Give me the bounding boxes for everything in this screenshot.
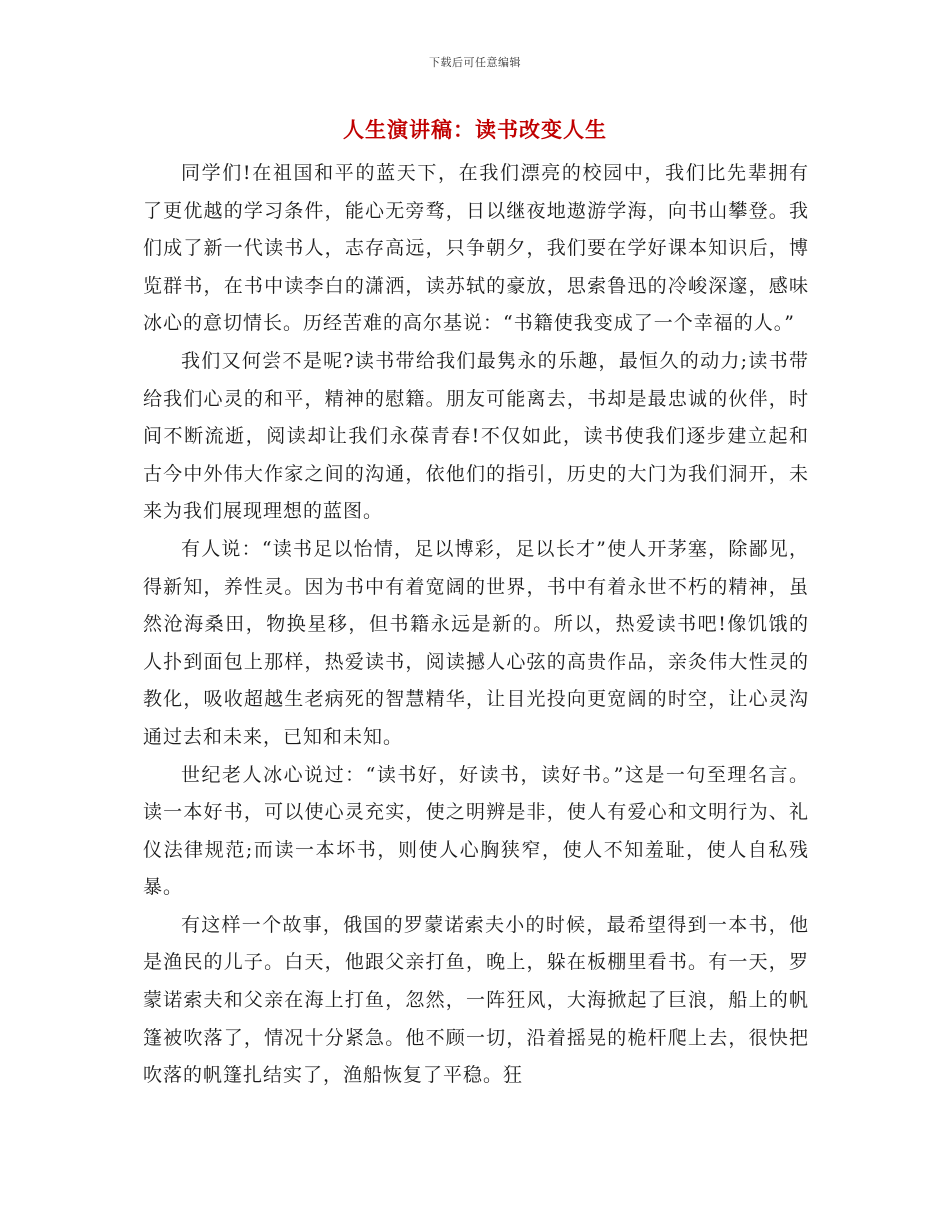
paragraph-4: 世纪老人冰心说过：“读书好，好读书，读好书。”这是一句至理名言。读一本好书，可以使心灵充实，使之明辨是非，使人有爱心和文明行为、礼仪法律规范;而读一本坏书，则使人心胸狭窄，使人不知羞耻，使人自私残暴。 xyxy=(143,763,809,899)
paragraph-3: 有人说：“读书足以怡情，足以博彩，足以长才”使人开茅塞，除鄙见，得新知，养性灵。因为书中有着宽阔的世界，书中有着永世不朽的精神，虽然沧海桑田，物换星移，但书籍永远是新的。所以，热爱读书吧!像饥饿的人扑到面包上那样，热爱读书，阅读撼人心弦的高贵作品，亲灸伟大性灵的教化，吸收超越生老病死的智慧精华，让目光投向更宽阔的时空，让心灵沟通过去和未来，已知和未知。 xyxy=(143,537,809,748)
document-title: 人生演讲稿：读书改变人生 xyxy=(343,117,607,142)
paragraph-5: 有这样一个故事，俄国的罗蒙诺索夫小的时候，最希望得到一本书，他是渔民的儿子。白天，他跟父亲打鱼，晚上，躲在板棚里看书。有一天，罗蒙诺索夫和父亲在海上打鱼，忽然，一阵狂风，大海掀起了巨浪，船上的帆篷被吹落了，情况十分紧急。他不顾一切，沿着摇晃的桅杆爬上去，很快把吹落的帆篷扎结实了，渔船恢复了平稳。狂 xyxy=(143,913,809,1087)
paragraph-1: 同学们!在祖国和平的蓝天下，在我们漂亮的校园中，我们比先辈拥有了更优越的学习条件，能心无旁骛，日以继夜地遨游学海，向书山攀登。我们成了新一代读书人，志存高远，只争朝夕，我们要在学好课本知识后，博览群书，在书中读李白的潇洒，读苏轼的豪放，思索鲁迅的冷峻深邃，感味冰心的意切情长。历经苦难的高尔基说：“书籍使我变成了一个幸福的人。” xyxy=(143,162,809,335)
header-note: 下载后可任意编辑 xyxy=(429,56,521,69)
paragraph-2: 我们又何尝不是呢?读书带给我们最隽永的乐趣，最恒久的动力;读书带给我们心灵的和平，精神的慰籍。朋友可能离去，书却是最忠诚的伙伴，时间不断流逝，阅读却让我们永葆青春!不仅如此，读书使我们逐步建立起和古今中外伟大作家之间的沟通，依他们的指引，历史的大门为我们洞开，未来为我们展现理想的蓝图。 xyxy=(143,349,809,523)
document-body xyxy=(143,155,809,1095)
